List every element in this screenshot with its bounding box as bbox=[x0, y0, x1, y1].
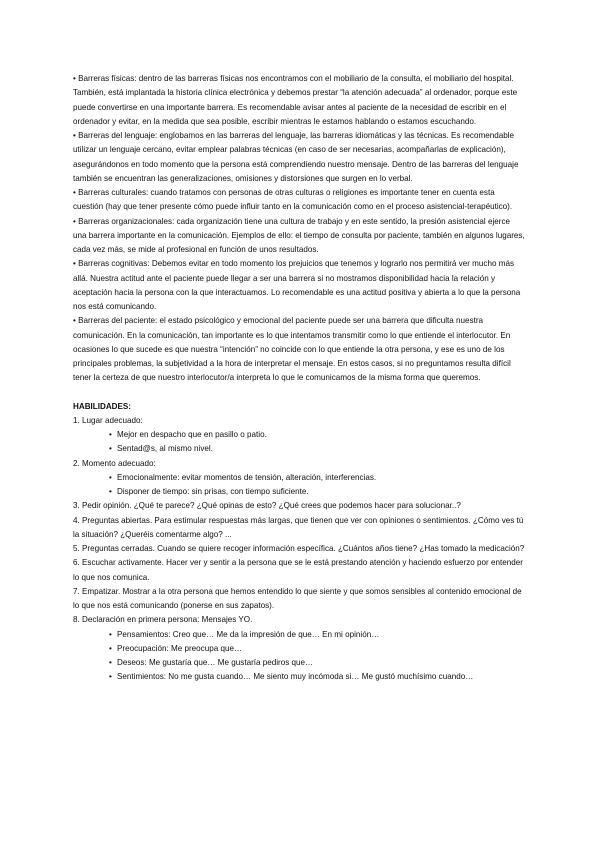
barrier-paragraph: • Barreras del paciente: el estado psicológico y emocional del paciente puede ser una barrera que dificulta nuestra comunicación. En la comunicación, tan importante es lo que intentamos transmitir como lo que entiende el interlocutor. En ocasiones lo que sucede es que nuestra “intención” no coincide con lo que entiende la otra persona, y ese es uno de los principales problemas, la subjetividad a la hora de interpretar el mensaje. En estos casos, si no preguntamos resulta difícil tener la certeza de que nuestro interlocutor/a interpreta lo que le comunicamos de la misma forma que queremos. bbox=[73, 316, 511, 383]
bullet-icon: • bbox=[109, 658, 112, 667]
barriers-section bbox=[73, 72, 525, 386]
skill-sub-item bbox=[109, 642, 525, 656]
barrier-paragraph: • Barreras organizacionales: cada organización tiene una cultura de trabajo y en este sentido, la presión asistencial ejerce una barrera importante en la comunicación. Ejemplos de ello: el tiempo de consulta por paciente, también en algunos lugares, cada vez más, se mide al profesional en función de unos resultados. bbox=[73, 216, 525, 254]
skill-sub-text: Disponer de tiempo: sin prisas, con tiempo suficiente. bbox=[117, 487, 309, 496]
barrier-paragraph: • Barreras físicas: dentro de las barreras físicas nos encontramos con el mobiliario de la consulta, el mobiliario del hospital. También, está implantada la historia clínica electrónica y debemos prestar “la atención adecuada” al ordenador, porque este puede convertirse en una importante barrera. Es recomendable avisar antes al paciente de la necesidad de escribir en el ordenador y evitar, en la medida que sea posible, escribir mientras le estamos hablando o estamos escuchando. bbox=[73, 74, 518, 126]
bullet-icon: • bbox=[109, 430, 112, 439]
skill-sub-item bbox=[109, 485, 525, 499]
skill-item: 8. Declaración en primera persona: Mensajes YO. bbox=[73, 615, 253, 625]
skill-sub-text: Mejor en despacho que en pasillo o patio. bbox=[117, 430, 267, 439]
barrier-paragraph: • Barreras cognitivas: Debemos evitar en todo momento los prejuicios que tenemos y lograrlo nos permitirá ver mucho más allá. Nuestra actitud ante el paciente puede llegar a ser una barrera si no mostramos disponibilidad hacia la relación y aceptación hacia la persona con la que interactuamos. Lo recomendable es una actitud positiva y abierta a lo que la persona nos está comunicando. bbox=[73, 259, 521, 311]
skill-sub-text: Sentad@s, al mismo nivel. bbox=[117, 444, 213, 454]
skill-sub-text: Preocupación: Me preocupa que… bbox=[117, 643, 243, 653]
skill-item: 2. Momento adecuado: bbox=[73, 458, 156, 468]
bullet-icon: • bbox=[109, 643, 112, 653]
skill-sub-text: Sentimientos: No me gusta cuando… Me siento muy incómoda si… Me gustó muchísimo cuando… bbox=[117, 672, 474, 682]
skill-sub-text: Pensamientos: Creo que… Me da la impresión de que… En mi opinión… bbox=[117, 629, 380, 639]
skill-sub-item bbox=[109, 428, 525, 442]
bullet-icon: • bbox=[109, 472, 112, 482]
skill-item: 7. Empatizar. Mostrar a la otra persona que hemos entendido lo que siente y que somos sensibles al contenido emocional de lo que nos está comunicando (ponerse en sus zapatos). bbox=[73, 586, 522, 610]
skill-item: 4. Preguntas abiertas. Para estimular respuestas más largas, que tienen que ver con opiniones o sentimientos. ¿Cómo ves tú la situación? ¿Queréis comentarme algo? ... bbox=[73, 515, 524, 539]
skill-sub-text: Deseos: Me gustaría que… Me gustaría pediros que… bbox=[117, 658, 314, 667]
section-spacer bbox=[73, 386, 525, 400]
skill-sub-list bbox=[73, 628, 525, 685]
barrier-paragraph: • Barreras culturales: cuando tratamos con personas de otras culturas o religiones es importante tener en cuenta esta cuestión (hay que tener presente cómo puede influir tanto en la comunicación como en el proceso asistencial-terapéutico). bbox=[73, 188, 513, 212]
bullet-icon: • bbox=[109, 672, 112, 682]
skill-sub-text: Emocionalmente: evitar momentos de tensión, alteración, interferencias. bbox=[117, 472, 377, 482]
barrier-paragraph: • Barreras del lenguaje: englobamos en las barreras del lenguaje, las barreras idiomáticas y las técnicas. Es recomendable utilizar un lenguaje cercano, evitar emplear palabras técnicas (en caso de ser necesarias, acompañarlas de explicación), asegurándonos en todo momento que la persona está comprendiendo nuestro mensaje. Dentro de las barreras del lenguaje también se encuentran las generalizaciones, omisiones y distorsiones que surgen en lo verbal. bbox=[73, 131, 519, 183]
skill-sub-item bbox=[109, 656, 525, 670]
skill-item: 1. Lugar adecuado: bbox=[73, 415, 143, 425]
skill-sub-item bbox=[109, 442, 525, 456]
bullet-icon: • bbox=[109, 444, 112, 454]
habilidades-heading: HABILIDADES: bbox=[73, 401, 132, 411]
skill-sub-item bbox=[109, 628, 525, 642]
skill-item: 3. Pedir opinión. ¿Qué te parece? ¿Qué opinas de esto? ¿Qué crees que podemos hacer para solucionar..? bbox=[73, 501, 461, 511]
bullet-icon: • bbox=[109, 629, 112, 639]
skill-sub-list bbox=[73, 471, 525, 500]
skill-sub-item bbox=[109, 471, 525, 485]
skills-list bbox=[73, 414, 525, 685]
document-page bbox=[73, 72, 525, 685]
bullet-icon: • bbox=[109, 487, 112, 496]
skill-item: 5. Preguntas cerradas. Cuando se quiere recoger información específica. ¿Cuántos años tiene? ¿Has tomado la medicación? bbox=[73, 544, 525, 553]
skill-item: 6. Escuchar activamente. Hacer ver y sentir a la persona que se le está prestando atención y haciendo esfuerzo por entender lo que nos comunica. bbox=[73, 558, 523, 582]
skill-sub-list bbox=[73, 428, 525, 457]
skill-sub-item bbox=[109, 670, 525, 684]
